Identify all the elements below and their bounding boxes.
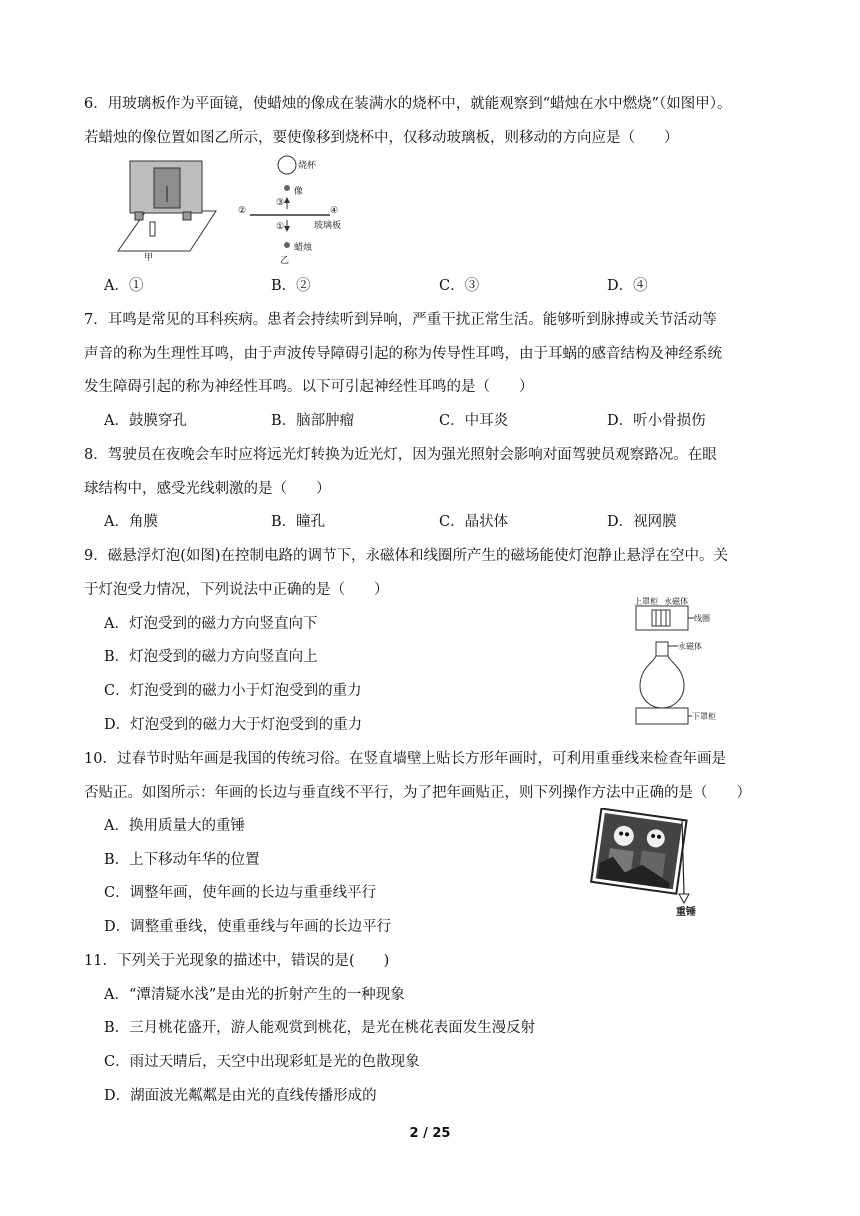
q11-option-b[interactable]: B．三月桃花盛开，游人能观赏到桃花，是光在桃花表面发生漫反射: [104, 1020, 536, 1036]
q9-option-a[interactable]: A．灯泡受到的磁力方向竖直向下: [104, 616, 318, 632]
q6-option-b[interactable]: B．②: [271, 278, 311, 294]
q9-coil-label: 线圈: [694, 614, 710, 623]
q8-option-c[interactable]: C．晶状体: [439, 514, 509, 530]
q8-option-d[interactable]: D．视网膜: [607, 514, 677, 530]
q11-option-c[interactable]: C．雨过天晴后，天空中出现彩虹是光的色散现象: [104, 1054, 420, 1070]
q6-beaker-label: 烧杯: [298, 161, 317, 171]
q9-option-d[interactable]: D．灯泡受到的磁力大于灯泡受到的重力: [104, 717, 363, 733]
q6-circle-1: ①: [276, 222, 285, 232]
q6-glass-label: 玻璃板: [314, 221, 342, 231]
q10-option-a[interactable]: A．换用质量大的重锤: [104, 818, 245, 834]
q6-candle-label: 蜡烛: [294, 243, 313, 253]
q11-option-a[interactable]: A．“潭清疑水浅”是由光的折射产生的一种现象: [104, 987, 405, 1003]
q11-stem-line1: 11．下列关于光现象的描述中，错误的是( ): [84, 953, 390, 969]
q8-stem-line2: 球结构中，感受光线刺激的是（ ）: [84, 481, 331, 497]
q6-option-d[interactable]: D．④: [607, 278, 648, 294]
q6-figure-jia-label: 甲: [144, 253, 154, 263]
q10-option-b[interactable]: B．上下移动年华的位置: [104, 852, 260, 868]
q6-stem-line1: 6．用玻璃板作为平面镜，使蜡烛的像成在装满水的烧杯中，就能观察到“蜡烛在水中燃烧”（如图甲）。: [84, 96, 732, 112]
q9-figure-maglev-bulb: [630, 598, 740, 728]
q8-stem-line1: 8．驾驶员在夜晚会车时应将远光灯转换为近光灯，因为强光照射会影响对面驾驶员观察路况。在眼: [84, 447, 717, 463]
q9-stem-line2: 于灯泡受力情况，下列说法中正确的是（ ）: [84, 582, 389, 598]
q6-circle-2: ②: [238, 206, 247, 216]
q7-stem-line3: 发生障碍引起的称为神经性耳鸣。以下可引起神经性耳鸣的是（ ）: [84, 379, 534, 395]
q7-option-b[interactable]: B．脑部肿瘤: [271, 413, 355, 429]
q8-option-a[interactable]: A．角膜: [104, 514, 158, 530]
q9-option-b[interactable]: B．灯泡受到的磁力方向竖直向上: [104, 649, 318, 665]
q7-option-d[interactable]: D．听小骨损伤: [607, 413, 706, 429]
q9-magnet-top-label: 永磁体: [664, 597, 688, 606]
q10-option-c[interactable]: C．调整年画，使年画的长边与重垂线平行: [104, 885, 377, 901]
q9-magnet-label: 永磁体: [678, 642, 702, 651]
q7-stem-line2: 声音的称为生理性耳鸣，由于声波传导障碍引起的称为传导性耳鸣，由于耳蜗的感音结构及神经系统: [84, 346, 722, 362]
q9-upper-cabinet-label: 上罩柜: [634, 597, 658, 606]
q7-option-c[interactable]: C．中耳炎: [439, 413, 509, 429]
q8-option-b[interactable]: B．瞳孔: [271, 514, 326, 530]
q6-circle-3: ③: [276, 198, 285, 208]
q10-stem-line1: 10．过春节时贴年画是我国的传统习俗。在竖直墙壁上贴长方形年画时，可利用重垂线来检查年画是: [84, 751, 726, 767]
q9-stem-line1: 9．磁悬浮灯泡(如图)在控制电路的调节下，永磁体和线圈所产生的磁场能使灯泡静止悬浮在空中。关: [84, 548, 729, 564]
q6-circle-4: ④: [330, 206, 339, 216]
q6-figure-jia: [98, 156, 218, 262]
q9-option-c[interactable]: C．灯泡受到的磁力小于灯泡受到的重力: [104, 683, 362, 699]
q10-option-d[interactable]: D．调整重垂线，使重垂线与年画的长边平行: [104, 919, 392, 935]
q6-figure-yi-label: 乙: [280, 256, 290, 266]
q6-option-a[interactable]: A．①: [104, 278, 144, 294]
q6-image-label: 像: [294, 187, 304, 197]
q10-plumb-bob-label: 重锤: [676, 907, 696, 918]
q7-stem-line1: 7．耳鸣是常见的耳科疾病。患者会持续听到异响，严重干扰正常生活。能够听到脉搏或关节活动等: [84, 312, 717, 328]
q6-stem-line2: 若蜡烛的像位置如图乙所示，要使像移到烧杯中，仅移动玻璃板，则移动的方向应是（ ）: [84, 130, 679, 146]
q6-option-c[interactable]: C．③: [439, 278, 480, 294]
q10-stem-line2: 否贴正。如图所示：年画的长边与垂直线不平行，为了把年画贴正，则下列操作方法中正确的是（ ）: [84, 785, 751, 801]
q7-option-a[interactable]: A．鼓膜穿孔: [104, 413, 187, 429]
page-number: 2 / 25: [409, 1126, 451, 1141]
q9-lower-cabinet-label: 下罩柜: [692, 712, 716, 721]
q11-option-d[interactable]: D．湖面波光粼粼是由光的直线传播形成的: [104, 1088, 377, 1104]
